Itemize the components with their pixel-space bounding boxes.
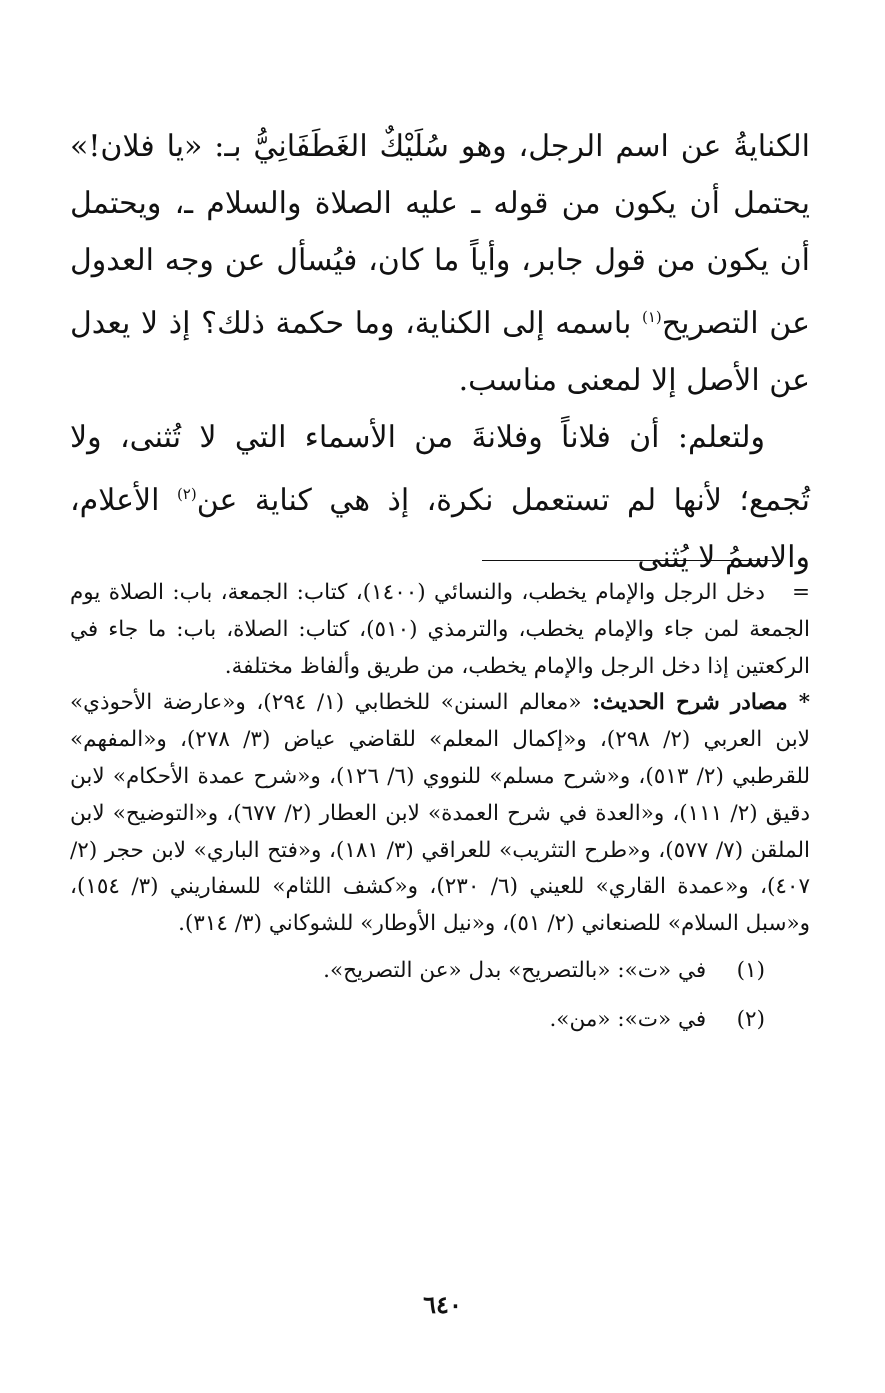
continuation-text: دخل الرجل والإمام يخطب، والنسائي (١٤٠٠)، كتاب: الجمعة، باب: الصلاة يوم الجمعة لمن جاء والإمام يخطب، والترمذي (٥١٠)، كتاب: الصلاة، باب: ما جاء في الركعتين إذا دخل الرجل والإمام يخطب، من طريق وألفاظ مختلفة. xyxy=(70,580,811,679)
footnote-2 xyxy=(70,1002,810,1039)
paragraph-1-tail: باسمه إلى الكناية، وما حكمة ذلك؟ إذ لا يعدل عن الأصل إلا لمعنى مناسب. xyxy=(70,306,810,398)
continuation-marker: = xyxy=(792,580,811,605)
footnote-separator xyxy=(482,560,782,561)
footnote-1-number: (١) xyxy=(736,957,765,983)
paragraph-2-text: ولتعلم: أن فلاناً وفلانةَ من الأسماء التي لا تُثنى، ولا تُجمع؛ لأنها لم تستعمل نكرة، إذ هي كناية عن xyxy=(70,420,810,518)
footnote-2-number: (٢) xyxy=(736,1006,765,1032)
footnote-continuation xyxy=(70,575,810,685)
paragraph-1 xyxy=(70,118,810,409)
sources-label: * مصادر شرح الحديث: xyxy=(592,690,811,716)
footnotes-section xyxy=(70,575,810,1039)
main-text xyxy=(70,118,810,586)
paragraph-1-text: الكنايةُ عن اسم الرجل، وهو سُلَيْكٌ الغَطَفَانِيُّ بـ: «يا فلان!» يحتمل أن يكون من قوله ـ عليه الصلاة والسلام ـ، ويحتمل أن يكون من قول جابر، وأياً ما كان، فيُسأل عن وجه العدول عن التصريح xyxy=(70,129,810,341)
page-number: ٦٤٠ xyxy=(423,1290,462,1319)
sources-text: «معالم السنن» للخطابي (١/ ٢٩٤)، و«عارضة الأحوذي» لابن العربي (٢/ ٢٩٨)، و«إكمال المعلم» للقاضي عياض (٣/ ٢٧٨)، و«المفهم» للقرطبي (٢/ ٥١٣)، و«شرح مسلم» للنووي (٦/ ١٢٦)، و«شرح عمدة الأحكام» لابن دقيق (٢/ ١١١)، و«العدة في شرح العمدة» لابن العطار (٢/ ٦٧٧)، و«التوضيح» لابن الملقن (٧/ ٥٧٧)، و«طرح التثريب» للعراقي (٣/ ١٨١)، و«فتح الباري» لابن حجر (٢/ ٤٠٧)، و«عمدة القاري» للعيني (٦/ ٢٣٠)، و«كشف اللثام» للسفاريني (٣/ ١٥٤)، و«سبل السلام» للصنعاني (٢/ ٥١)، و«نيل الأوطار» للشوكاني (٣/ ٣١٤). xyxy=(70,690,811,937)
paragraph-2-tail: الأعلام، والاسمُ لا يُثنى xyxy=(70,483,810,575)
footnote-ref-2[interactable]: (٢) xyxy=(176,485,197,503)
hadith-sources xyxy=(70,685,810,943)
footnote-1-text: في «ت»: «بالتصريح» بدل «عن التصريح». xyxy=(323,957,707,983)
footnote-2-text: في «ت»: «من». xyxy=(549,1006,707,1032)
footnote-ref-1[interactable]: (١) xyxy=(642,308,662,326)
footnote-1 xyxy=(70,953,810,990)
